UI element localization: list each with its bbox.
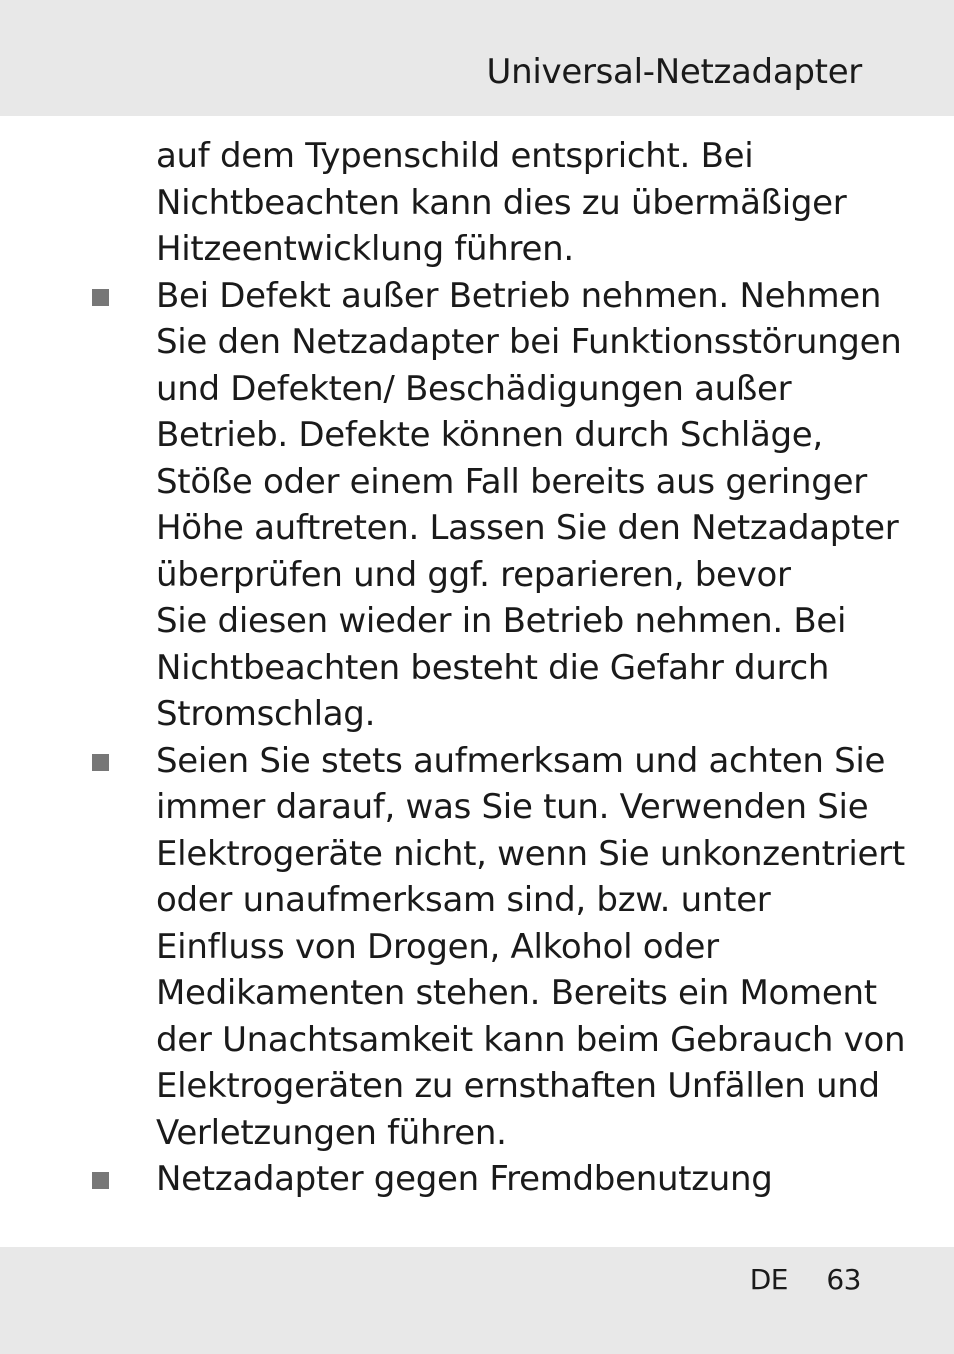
page-title: Universal-Netzadapter xyxy=(486,52,862,92)
bullet-item-protection xyxy=(0,1156,954,1203)
text-line: Nichtbeachten kann dies zu übermäßiger xyxy=(156,182,847,223)
bullet-item-defect xyxy=(0,273,954,738)
text-line: Einfluss von Drogen, Alkohol oder xyxy=(156,926,719,967)
text-line: auf dem Typenschild entspricht. Bei xyxy=(156,136,754,176)
text-line: Bei Defekt außer Betrieb nehmen. Nehmen xyxy=(156,275,882,316)
text-line: Sie den Netzadapter bei Funktionsstörungen xyxy=(156,322,902,362)
bullet-item-attention xyxy=(0,738,954,1157)
square-bullet-icon xyxy=(92,754,109,771)
continuation-paragraph xyxy=(0,133,954,273)
language-code: DE xyxy=(749,1263,788,1296)
square-bullet-icon xyxy=(92,1172,109,1189)
text-line: Elektrogeräten zu ernsthaften Unfällen und xyxy=(156,1066,880,1106)
page-body xyxy=(0,133,954,1203)
text-line: oder unaufmerksam sind, bzw. unter xyxy=(156,880,771,920)
text-line: Nichtbeachten besteht die Gefahr durch xyxy=(156,647,830,688)
page-footer xyxy=(0,1247,954,1354)
text-line: Stromschlag. xyxy=(156,694,376,734)
text-line: Seien Sie stets aufmerksam und achten Sie xyxy=(156,740,886,781)
text-line: immer darauf, was Sie tun. Verwenden Sie xyxy=(156,787,869,827)
text-line: Höhe auftreten. Lassen Sie den Netzadapter xyxy=(156,508,899,548)
text-line: Medikamenten stehen. Bereits ein Moment xyxy=(156,973,877,1013)
page-number: 63 xyxy=(826,1263,861,1296)
text-line: Elektrogeräte nicht, wenn Sie unkonzentriert xyxy=(156,833,905,874)
text-line: Verletzungen führen. xyxy=(156,1112,507,1153)
text-line: und Defekten/ Beschädigungen außer xyxy=(156,368,792,409)
page-header xyxy=(0,0,954,116)
text-line: Hitzeentwicklung führen. xyxy=(156,229,574,269)
text-line: Stöße oder einem Fall bereits aus geringer xyxy=(156,461,867,502)
text-line: Sie diesen wieder in Betrieb nehmen. Bei xyxy=(156,601,847,641)
text-line: Betrieb. Defekte können durch Schläge, xyxy=(156,415,823,455)
square-bullet-icon xyxy=(92,289,109,306)
text-line: überprüfen und ggf. reparieren, bevor xyxy=(156,554,791,595)
text-line: der Unachtsamkeit kann beim Gebrauch von xyxy=(156,1019,906,1060)
text-line: Netzadapter gegen Fremdbenutzung xyxy=(156,1159,773,1199)
